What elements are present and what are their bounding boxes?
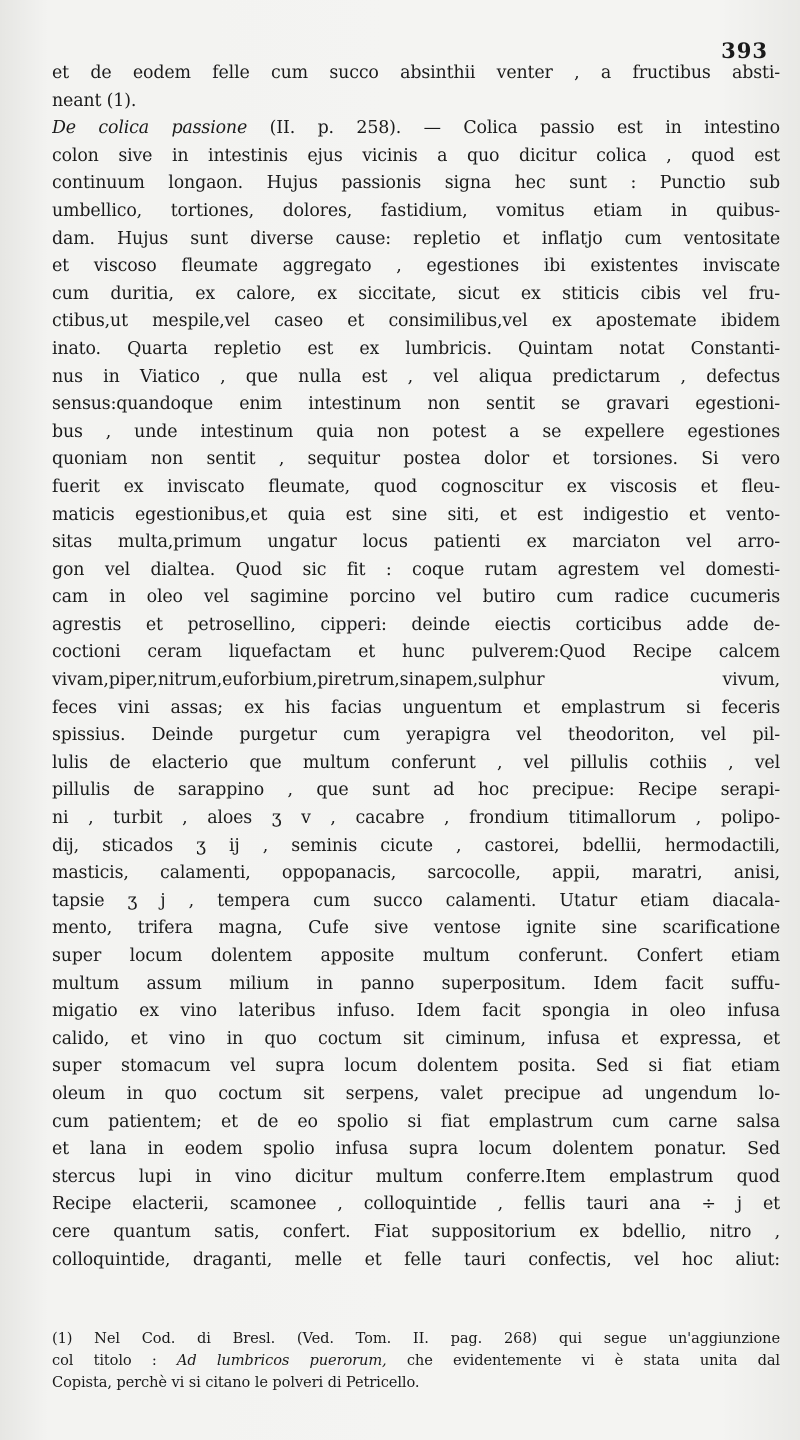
- text-line: sitas multa,primum ungatur locus patienti ex marciaton vel arro-: [52, 532, 780, 553]
- text-line: et viscoso fleumate aggregato , egestiones ibi existentes inviscate: [52, 256, 780, 277]
- text-line: super locum dolentem apposite multum conferunt. Confert etiam: [52, 946, 780, 966]
- text-line: feces vini assas; ex his facias unguentum et emplastrum si feceris: [52, 697, 780, 718]
- text-line: cum duritia, ex calore, ex siccitate, sicut ex stiticis cibis vel fru-: [52, 283, 780, 304]
- text-line: Recipe elacterii, scamonee , colloquintide , fellis tauri ana ÷ j et: [52, 1194, 780, 1215]
- footnotes: [52, 1328, 780, 1394]
- text-line: multum assum milium in panno superpositum. Idem facit suffu-: [52, 973, 780, 994]
- text-line: dam. Hujus sunt diverse cause: repletio et inflatjo cum ventositate: [52, 228, 780, 249]
- text-line: dij, sticados ʒ ij , seminis cicute , castorei, bdellii, hermodactili,: [52, 835, 780, 856]
- text-line: neant (1).: [52, 90, 137, 111]
- text-line: tapsie ʒ j , tempera cum succo calamenti. Utatur etiam diacala-: [52, 890, 780, 911]
- text-line: quoniam non sentit , sequitur postea dolor et torsiones. Si vero: [52, 449, 780, 470]
- text-line: fuerit ex inviscato fleumate, quod cognoscitur ex viscosis et fleu-: [52, 476, 780, 497]
- text-line: colon sive in intestinis ejus vicinis a quo dicitur colica , quod est: [52, 145, 780, 166]
- text-line: cum patientem; et de eo spolio si fiat emplastrum cum carne salsa: [52, 1111, 780, 1132]
- text-line: lulis de elacterio que multum conferunt , vel pillulis cothiis , vel: [52, 752, 780, 773]
- footnote-line: Copista, perchè vi si citano le polveri di Petricello.: [52, 1374, 420, 1391]
- text-line: coctioni ceram liquefactam et hunc pulverem:Quod Recipe calcem: [52, 642, 780, 663]
- text-line: calido, et vino in quo coctum sit ciminum, infusa et expressa, et: [52, 1028, 780, 1049]
- text-line: De colica passione (II. p. 258). — Colica passio est in intestino: [52, 118, 780, 139]
- text-line: ctibus,ut mespile,vel caseo et consimilibus,vel ex apostemate ibidem: [52, 311, 780, 332]
- text-line: ni , turbit , aloes ʒ v , cacabre , frondium titimallorum , polipo-: [52, 808, 780, 829]
- page-number: 393: [721, 38, 768, 63]
- text-line: et lana in eodem spolio infusa supra locum dolentem ponatur. Sed: [52, 1139, 780, 1160]
- text-line: umbellico, tortiones, dolores, fastidium, vomitus etiam in quibus-: [52, 200, 780, 221]
- text-line: bus , unde intestinum quia non potest a se expellere egestiones: [52, 421, 780, 442]
- text-line: sensus:quandoque enim intestinum non sentit se gravari egestioni-: [52, 394, 780, 415]
- text-line: inato. Quarta repletio est ex lumbricis. Quintam notat Constanti-: [52, 338, 780, 359]
- text-line: vivam,piper,nitrum,euforbium,piretrum,sinapem,sulphur vivum,: [52, 670, 780, 691]
- section-heading: De colica passione: [52, 118, 248, 139]
- footnote-line: col titolo : Ad lumbricos puerorum, che evidentemente vi è stata unita dal: [52, 1352, 780, 1369]
- body-text: [52, 60, 780, 1274]
- text-line: agrestis et petrosellino, cipperi: deinde eiectis corticibus adde de-: [52, 614, 780, 635]
- text-line: stercus lupi in vino dicitur multum conferre.Item emplastrum quod: [52, 1166, 780, 1187]
- text-line: cam in oleo vel sagimine porcino vel butiro cum radice cucumeris: [52, 587, 780, 608]
- text-line: super stomacum vel supra locum dolentem posita. Sed si fiat etiam: [52, 1056, 780, 1077]
- text-line: nus in Viatico , que nulla est , vel aliqua predictarum , defectus: [52, 366, 780, 387]
- footnote-line: (1) Nel Cod. di Bresl. (Ved. Tom. II. pag. 268) qui segue un'aggiunzione: [52, 1330, 780, 1347]
- text-line: gon vel dialtea. Quod sic fit : coque rutam agrestem vel domesti-: [52, 559, 780, 580]
- text-line: spissius. Deinde purgetur cum yerapigra vel theodoriton, vel pil-: [52, 725, 780, 746]
- text-line: oleum in quo coctum sit serpens, valet precipue ad ungendum lo-: [52, 1083, 780, 1104]
- footnote-title: Ad lumbricos puerorum,: [176, 1352, 387, 1369]
- text-line: continuum longaon. Hujus passionis signa hec sunt : Punctio sub: [52, 173, 780, 194]
- text-line: masticis, calamenti, oppopanacis, sarcocolle, appii, maratri, anisi,: [52, 863, 780, 884]
- text-line: mento, trifera magna, Cufe sive ventose ignite sine scarificatione: [52, 918, 780, 939]
- text-line: et de eodem felle cum succo absinthii venter , a fructibus absti-: [52, 63, 780, 83]
- text-line: maticis egestionibus,et quia est sine siti, et est indigestio et vento-: [52, 504, 780, 525]
- text-line: cere quantum satis, confert. Fiat suppositorium ex bdellio, nitro ,: [52, 1221, 780, 1242]
- text-line: migatio ex vino lateribus infuso. Idem facit spongia in oleo infusa: [52, 1001, 780, 1022]
- text-line: colloquintide, draganti, melle et felle tauri confectis, vel hoc aliut:: [52, 1249, 780, 1270]
- text-line: pillulis de sarappino , que sunt ad hoc precipue: Recipe serapi-: [52, 780, 780, 801]
